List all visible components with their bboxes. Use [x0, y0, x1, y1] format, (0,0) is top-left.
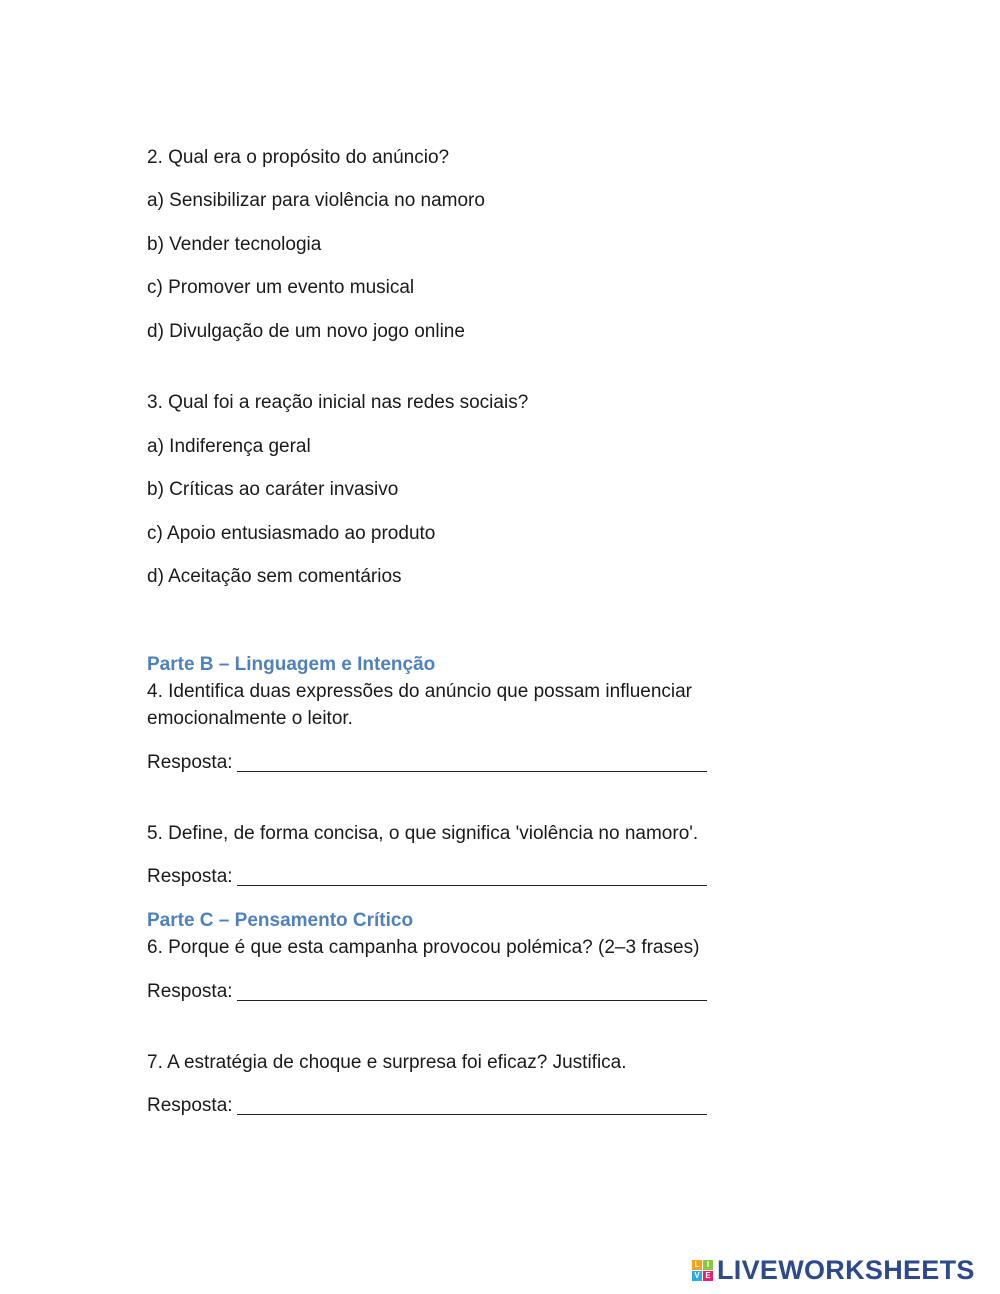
part-c-heading: Parte C – Pensamento Crítico	[147, 910, 414, 931]
q3-option-b: b) Críticas ao caráter invasivo	[147, 479, 399, 500]
q6-prompt: 6. Porque é que esta campanha provocou polémica? (2–3 frases)	[147, 937, 700, 958]
q3-option-c: c) Apoio entusiasmado ao produto	[147, 523, 436, 544]
q5-answer-row	[147, 865, 707, 889]
q3-prompt: 3. Qual foi a reação inicial nas redes sociais?	[147, 392, 529, 413]
liveworksheets-logo	[692, 1255, 975, 1285]
q5-answer-field[interactable]	[237, 865, 707, 886]
q2-option-c: c) Promover um evento musical	[147, 277, 415, 298]
q4-answer-field[interactable]	[237, 751, 707, 772]
q4-answer-row	[147, 751, 707, 775]
q6-answer-field[interactable]	[237, 980, 707, 1001]
q2-option-b: b) Vender tecnologia	[147, 234, 322, 255]
part-b-heading: Parte B – Linguagem e Intenção	[147, 654, 436, 675]
q7-answer-field[interactable]	[237, 1094, 707, 1115]
q2-option-a: a) Sensibilizar para violência no namoro	[147, 190, 485, 211]
logo-squares-icon	[692, 1260, 713, 1281]
q4-prompt-line2: emocionalmente o leitor.	[147, 708, 353, 729]
logo-square-i: I	[703, 1260, 713, 1270]
logo-square-l: L	[692, 1260, 702, 1270]
q4-prompt-line1: 4. Identifica duas expressões do anúncio que possam influenciar	[147, 681, 693, 702]
answer-label: Resposta:	[147, 866, 233, 887]
answer-label: Resposta:	[147, 752, 233, 773]
logo-square-e: E	[703, 1271, 713, 1281]
q7-prompt: 7. A estratégia de choque e surpresa foi eficaz? Justifica.	[147, 1052, 627, 1073]
logo-text: LIVEWORKSHEETS	[717, 1254, 975, 1285]
answer-label: Resposta:	[147, 1095, 233, 1116]
answer-label: Resposta:	[147, 981, 233, 1002]
q6-answer-row	[147, 980, 707, 1004]
q2-option-d: d) Divulgação de um novo jogo online	[147, 321, 465, 342]
q3-option-d: d) Aceitação sem comentários	[147, 566, 402, 587]
q7-answer-row	[147, 1094, 707, 1118]
q2-prompt: 2. Qual era o propósito do anúncio?	[147, 147, 450, 168]
q3-option-a: a) Indiferença geral	[147, 436, 311, 457]
logo-square-v: V	[692, 1271, 702, 1281]
q5-prompt: 5. Define, de forma concisa, o que significa 'violência no namoro'.	[147, 823, 699, 844]
